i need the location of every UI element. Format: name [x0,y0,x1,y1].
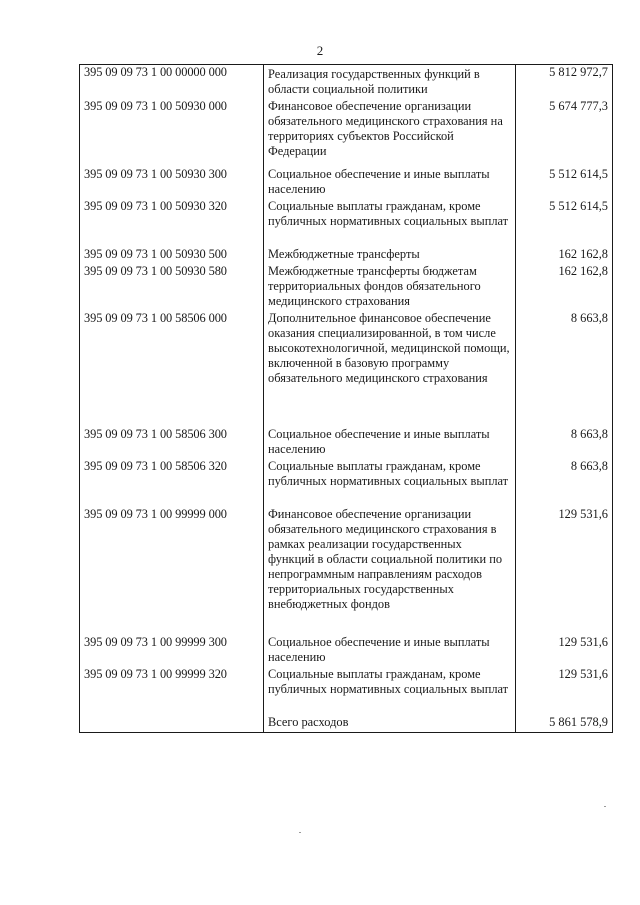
expense-name-cell: Социальное обеспечение и иные выплаты населению [264,635,516,667]
budget-code-cell: 395 09 09 73 1 00 99999 300 [80,635,264,667]
budget-code-cell: 395 09 09 73 1 00 58506 300 [80,427,264,459]
table-row [80,427,613,459]
page-number: 2 [316,43,324,58]
table-row [80,264,613,311]
amount-cell: 8 663,8 [516,459,613,507]
scan-speck [604,806,606,807]
budget-code-cell: 395 09 09 73 1 00 50930 580 [80,264,264,311]
table-row [80,99,613,167]
amount-cell: 5 512 614,5 [516,167,613,199]
budget-code-cell: 395 09 09 73 1 00 50930 500 [80,247,264,264]
table-row [80,635,613,667]
table-row [80,507,613,635]
expense-name-cell: Финансовое обеспечение организации обязательного медицинского страхования на территориях субъектов Российской Федерации [264,99,516,167]
budget-expenditure-table [79,64,613,733]
budget-code-cell: 395 09 09 73 1 00 50930 320 [80,199,264,247]
budget-code-cell: 395 09 09 73 1 00 58506 320 [80,459,264,507]
table-row [80,199,613,247]
expense-name-cell: Межбюджетные трансферты [264,247,516,264]
amount-cell: 162 162,8 [516,264,613,311]
table-row [80,459,613,507]
budget-code-cell: 395 09 09 73 1 00 99999 320 [80,667,264,715]
total-code-cell [80,715,264,733]
budget-code-cell: 395 09 09 73 1 00 50930 300 [80,167,264,199]
amount-cell: 8 663,8 [516,311,613,427]
expense-name-cell: Социальное обеспечение и иные выплаты населению [264,427,516,459]
expense-name-cell: Реализация государственных функций в области социальной политики [264,65,516,100]
budget-code-cell: 395 09 09 73 1 00 58506 000 [80,311,264,427]
budget-code-cell: 395 09 09 73 1 00 99999 000 [80,507,264,635]
table-body [80,65,613,733]
amount-cell: 129 531,6 [516,635,613,667]
expense-name-cell: Дополнительное финансовое обеспечение оказания специализированной, в том числе высокотехнологичной, медицинской помощи, включенной в базовую программу обязательного медицинского страхования [264,311,516,427]
table-row [80,167,613,199]
expense-name-cell: Социальные выплаты гражданам, кроме публичных нормативных социальных выплат [264,667,516,715]
amount-cell: 5 812 972,7 [516,65,613,100]
budget-code-cell: 395 09 09 73 1 00 50930 000 [80,99,264,167]
total-label: Всего расходов [264,715,516,733]
expense-name-cell: Социальные выплаты гражданам, кроме публичных нормативных социальных выплат [264,459,516,507]
amount-cell: 162 162,8 [516,247,613,264]
table-row [80,247,613,264]
table-row [80,667,613,715]
expense-name-cell: Финансовое обеспечение организации обязательного медицинского страхования в рамках реализации государственных функций в области социальной политики по непрограммным направлениям расходов территориальных государственных внебюджетных фондов [264,507,516,635]
amount-cell: 5 674 777,3 [516,99,613,167]
amount-cell: 129 531,6 [516,507,613,635]
amount-cell: 129 531,6 [516,667,613,715]
expense-name-cell: Социальные выплаты гражданам, кроме публичных нормативных социальных выплат [264,199,516,247]
expense-name-cell: Межбюджетные трансферты бюджетам территориальных фондов обязательного медицинского страхования [264,264,516,311]
amount-cell: 8 663,8 [516,427,613,459]
expense-name-cell: Социальное обеспечение и иные выплаты населению [264,167,516,199]
table-row [80,65,613,100]
table-row [80,311,613,427]
budget-code-cell: 395 09 09 73 1 00 00000 000 [80,65,264,100]
total-row [80,715,613,733]
total-amount: 5 861 578,9 [516,715,613,733]
scan-speck [299,832,301,833]
amount-cell: 5 512 614,5 [516,199,613,247]
